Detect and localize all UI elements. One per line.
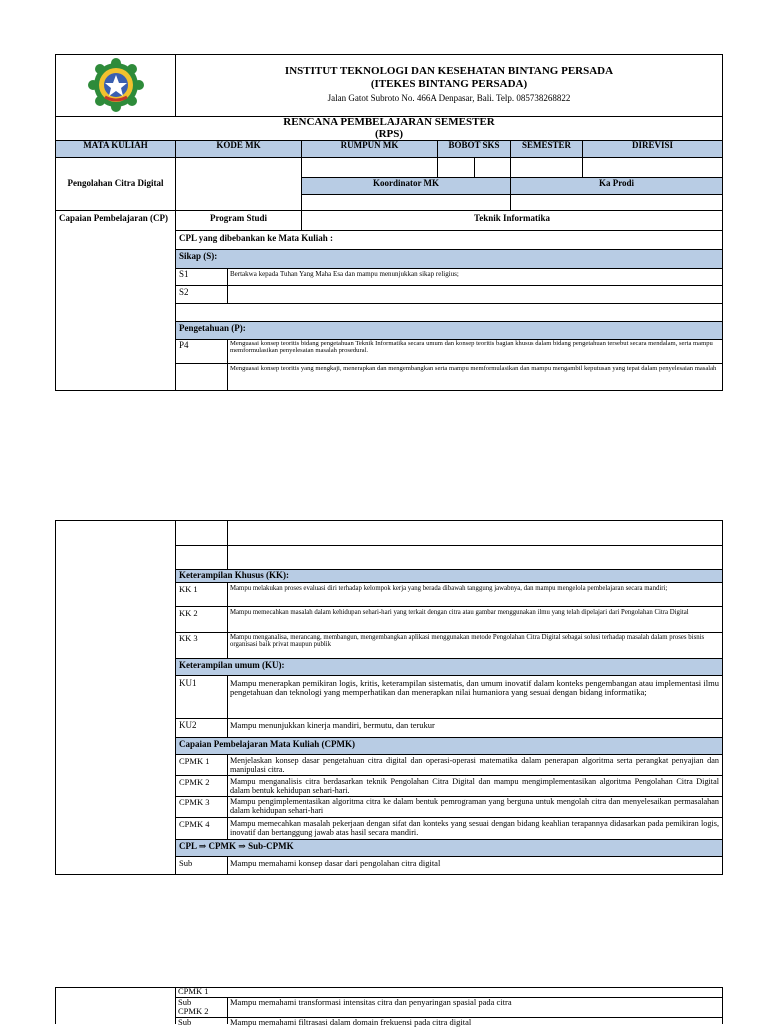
document-title: RENCANA PEMBELAJARAN SEMESTER bbox=[283, 116, 495, 128]
page3-cpmk-code: CPMK 2 bbox=[178, 1006, 209, 1016]
col-mata-kuliah: MATA KULIAH bbox=[83, 140, 148, 150]
cpmk-text: Mampu pengimplementasikan algoritma citra ke dalam bentuk pemrograman yang berguna untuk mengolah citra dan menyelesaikan permasalahan dalam kehidupan sehari-hari bbox=[230, 797, 719, 815]
koordinator-label: Koordinator MK bbox=[372, 178, 440, 188]
course-name: Pengolahan Citra Digital bbox=[67, 178, 164, 188]
pengetahuan-heading: Pengetahuan (P): bbox=[179, 323, 246, 333]
pengetahuan-text: Menguasai konsep teoritis yang mengkaji, menerapkan dan mengembangkan serta mampu memformulasikan dan mampu mengambil keputusan yang tepat dalam penyelesaian masalah bbox=[230, 365, 717, 372]
sikap-code: S1 bbox=[179, 269, 189, 279]
cpmk-text: Mampu memecahkan masalah pekerjaan dengan sifat dan konteks yang sesuai dengan bidang keahlian terapannya didasarkan pada pemikiran logis, inovatif dan bertanggung jawab atas hasil secara mandiri. bbox=[230, 819, 719, 837]
ku-text: Mampu menerapkan pemikiran logis, kritis, keterampilan sistematis, dan umum inovatif dalam konteks pengembangan atau implementasi ilmu pengetahuan dan teknologi yang memperhatikan dan menerapkan nilai humaniora yang sesuai dengan bidang informatika; bbox=[230, 678, 719, 697]
page3-sub-text: Mampu memahami transformasi intensitas citra dan penyaringan spasial pada citra bbox=[230, 997, 512, 1007]
cpmk-code: CPMK 3 bbox=[179, 797, 210, 807]
kk-text: Mampu memecahkan masalah dalam kehidupan sehari-hari yang terkait dengan citra atau gambar menggunakan ilmu yang telah dipelajari dari Pengolahan Citra Digital bbox=[230, 609, 689, 616]
institution-logo bbox=[86, 57, 146, 113]
kk-text: Mampu menganalisa, merancang, membangun, mengembangkan aplikasi menggunakan metode Pengolahan Citra Digital sebagai solusi terhadap masalah dalam proses bisnis organisasi baik privat maupun publik bbox=[230, 634, 705, 649]
sikap-heading: Sikap (S): bbox=[179, 251, 218, 261]
institution-short-name: (ITEKES BINTANG PERSADA) bbox=[370, 78, 528, 90]
ku-code: KU2 bbox=[179, 720, 197, 730]
institution-address: Jalan Gatot Subroto No. 466A Denpasar, Bali. Telp. 085738268822 bbox=[327, 93, 571, 103]
pengetahuan-text: Menguasai konsep teoritis bidang pengetahuan Teknik Informatika secara umum dan konsep teoritis bagian khusus dalam bidang pengetahuan tersebut secara mendalam, serta mampu memformulasikan penyelesaian masalah prosedural. bbox=[230, 340, 713, 354]
col-semester: SEMESTER bbox=[521, 140, 572, 150]
sikap-code: S2 bbox=[179, 287, 189, 297]
col-rumpun-mk: RUMPUN MK bbox=[340, 140, 399, 150]
cpmk-heading: Capaian Pembelajaran Mata Kuliah (CPMK) bbox=[179, 739, 355, 749]
cpmk-text: Menjelaskan konsep dasar pengetahuan citra digital dan operasi-operasi matematika dalam penerapan algoritma serta perangkat penyajian dan manipulasi citra. bbox=[230, 756, 719, 774]
col-bobot-sks: BOBOT SKS bbox=[448, 140, 500, 150]
col-kode-mk: KODE MK bbox=[216, 140, 261, 150]
ku-heading: Keterampilan umum (KU): bbox=[179, 660, 285, 670]
document-abbreviation: (RPS) bbox=[374, 128, 404, 140]
sikap-text: Bertakwa kepada Tuhan Yang Maha Esa dan mampu menunjukkan sikap religius; bbox=[230, 270, 459, 278]
institution-name: INSTITUT TEKNOLOGI DAN KESEHATAN BINTANG PERSADA bbox=[284, 65, 614, 77]
program-studi-value: Teknik Informatika bbox=[474, 213, 550, 223]
kk-code: KK 3 bbox=[179, 633, 198, 643]
page3-sub-code: Sub bbox=[178, 1017, 192, 1027]
cpmk-text: Mampu menganalisis citra berdasarkan teknik Pengolahan Citra Digital dan mampu mengimplementasikan algoritma Pengolahan Citra Digital dalam bentuk kehidupan sehari-hari. bbox=[230, 777, 719, 795]
pengetahuan-code: P4 bbox=[179, 340, 189, 350]
ku-text: Mampu menunjukkan kinerja mandiri, bermutu, dan terukur bbox=[230, 720, 435, 730]
col-direvisi: DIREVISI bbox=[631, 140, 673, 150]
page3-sub-code: Sub bbox=[178, 997, 192, 1007]
program-studi-label: Program Studi bbox=[209, 213, 268, 223]
cpmk-code: CPMK 1 bbox=[179, 756, 210, 766]
cp-label: Capaian Pembelajaran (CP) bbox=[59, 213, 168, 223]
subcpmk-heading: CPL ⇒ CPMK ⇒ Sub-CPMK bbox=[179, 841, 294, 851]
ku-code: KU1 bbox=[179, 678, 197, 688]
kaprodi-label: Ka Prodi bbox=[598, 178, 635, 188]
page3-sub-text: Mampu memahami filtrasasi dalam domain frekuensi pada citra digital bbox=[230, 1017, 472, 1027]
cpmk-code: CPMK 4 bbox=[179, 819, 210, 829]
kk-code: KK 1 bbox=[179, 584, 198, 594]
kk-code: KK 2 bbox=[179, 608, 198, 618]
subcpmk-text: Mampu memahami konsep dasar dari pengolahan citra digital bbox=[230, 858, 441, 868]
cpl-heading: CPL yang dibebankan ke Mata Kuliah : bbox=[179, 233, 334, 243]
kk-text: Mampu melakukan proses evaluasi diri terhadap kelompok kerja yang berada dibawah tanggung jawabnya, dan mampu mengelola pembelajaran secara mandiri; bbox=[230, 585, 668, 592]
subcpmk-code: Sub bbox=[179, 858, 193, 868]
cpmk-code: CPMK 2 bbox=[179, 777, 210, 787]
kk-heading: Keterampilan Khusus (KK): bbox=[179, 570, 290, 580]
page3-cpmk-code: CPMK 1 bbox=[178, 986, 209, 996]
